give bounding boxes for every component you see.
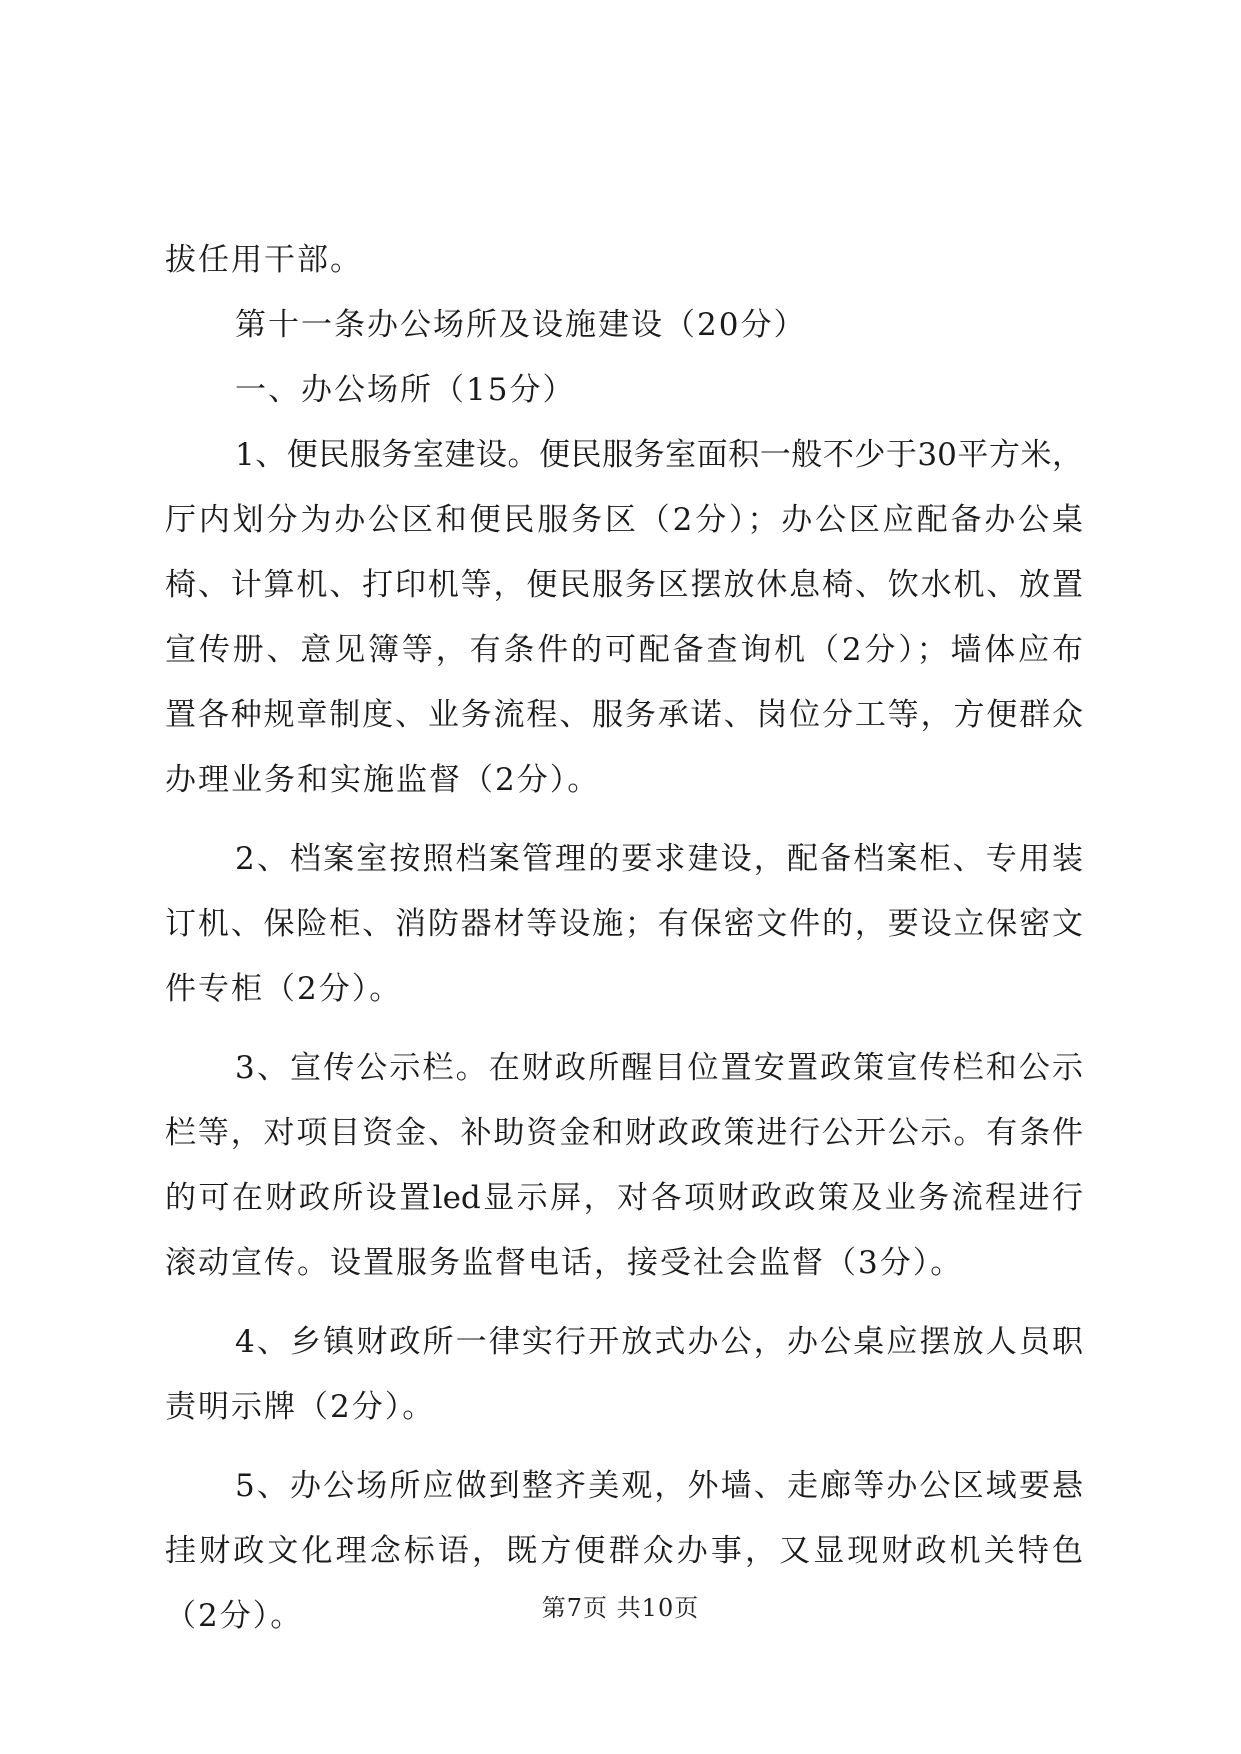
page-number: 第7页 共10页 — [541, 1594, 700, 1622]
text-line: 椅、计算机、打印机等，便民服务区摆放休息椅、饮水机、放置 — [165, 567, 1083, 603]
text-line: 3、宣传公示栏。在财政所醒目位置安置政策宣传栏和公示 — [235, 1050, 1083, 1086]
article-heading: 第十一条办公场所及设施建设（20分） — [235, 307, 807, 343]
text-line: 责明示牌（2分）。 — [165, 1389, 436, 1425]
document-body — [165, 228, 1083, 1649]
text-line: 1、便民服务室建设。便民服务室面积一般不少于30平方米， — [235, 437, 1083, 473]
text-line: 办理业务和实施监督（2分）。 — [165, 762, 601, 798]
text-line: 5、办公场所应做到整齐美观，外墙、走廊等办公区域要悬 — [235, 1468, 1083, 1504]
text-line: 的可在财政所设置led显示屏，对各项财政政策及业务流程进行 — [165, 1180, 1083, 1216]
text-line: （2分）。 — [165, 1598, 304, 1634]
section-heading: 一、办公场所（15分） — [235, 372, 576, 408]
text-line: 置各种规章制度、业务流程、服务承诺、岗位分工等，方便群众 — [165, 697, 1083, 733]
text-line: 件专柜（2分）。 — [165, 971, 403, 1007]
text-line: 4、乡镇财政所一律实行开放式办公，办公桌应摆放人员职 — [235, 1324, 1083, 1360]
text-line: 2、档案室按照档案管理的要求建设，配备档案柜、专用装 — [235, 841, 1083, 877]
text-line: 拔任用干部。 — [165, 242, 363, 278]
text-line: 滚动宣传。设置服务监督电话，接受社会监督（3分）。 — [165, 1245, 964, 1281]
text-line: 栏等，对项目资金、补助资金和财政政策进行公开公示。有条件 — [165, 1115, 1083, 1151]
text-line: 订机、保险柜、消防器材等设施；有保密文件的，要设立保密文 — [165, 906, 1083, 942]
text-line: 挂财政文化理念标语，既方便群众办事，又显现财政机关特色 — [165, 1533, 1083, 1569]
text-line: 厅内划分为办公区和便民服务区（2分）；办公区应配备办公桌 — [165, 502, 1083, 538]
text-line: 宣传册、意见簿等，有条件的可配备查询机（2分）；墙体应布 — [165, 632, 1083, 668]
